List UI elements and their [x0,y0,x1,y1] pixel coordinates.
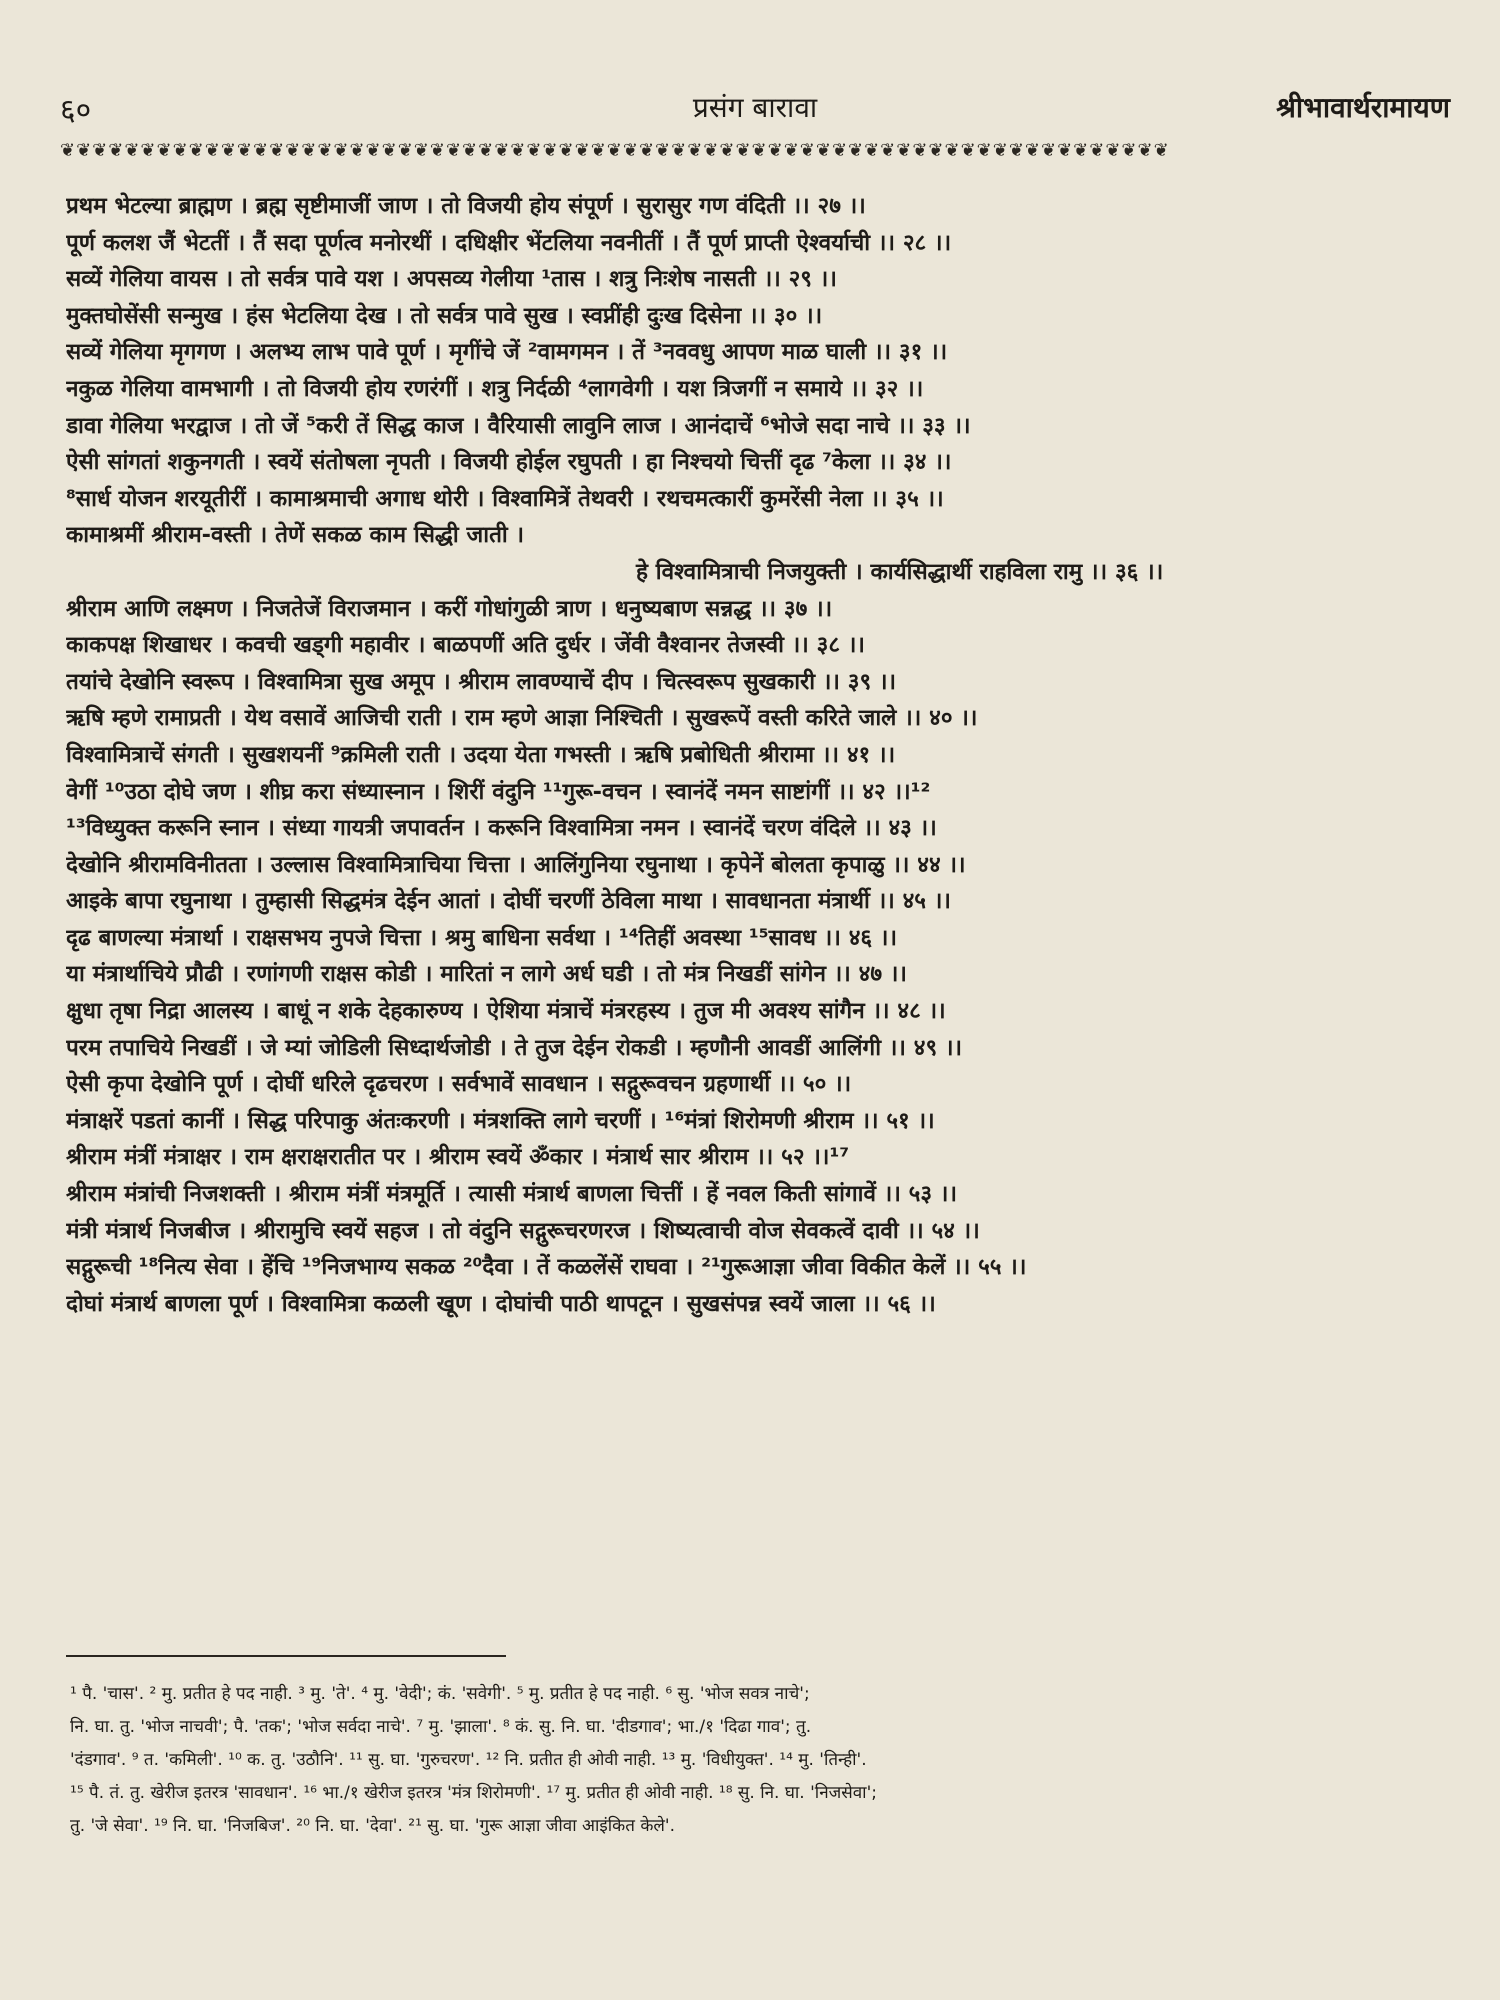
verse-line: मंत्राक्षरें पडतां कानीं । सिद्ध परिपाकु अंतःकरणी । मंत्रशक्ति लागे चरणीं । ¹⁶मंत्रां शिरोमणी श्रीराम ।। ५१ ।। [66,1107,935,1134]
verse-line: डावा गेलिया भरद्वाज । तो जें ⁵करी तें सिद्ध काज । वैरियासी लावुनि लाज । आनंदाचें ⁶भोजे सदा नाचे ।। ३३ ।। [66,412,971,439]
verse-line: क्षुधा तृषा निद्रा आलस्य । बाधूं न शके देहकारुण्य । ऐशिया मंत्राचें मंत्ररहस्य । तुज मी अवश्य सांगैन ।। ४८ ।। [66,998,946,1025]
verse-line: मंत्री मंत्रार्थ निजबीज । श्रीरामुचि स्वयें सहज । तो वंदुनि सद्गुरूचरणरज । शिष्यत्वाची वोज सेवकत्वें दावी ।। ५४ ।। [66,1217,980,1244]
verse-line: आइके बापा रघुनाथा । तुम्हासी सिद्धमंत्र देईन आतां । दोघीं चरणीं ठेविला माथा । सावधानता मंत्रार्थी ।। ४५ ।। [66,888,951,915]
verse-line: श्रीराम आणि लक्ष्मण । निजतेजें विराजमान । करीं गोधांगुळी त्राण । धनुष्यबाण सन्नद्ध ।। ३७ ।। [66,595,833,622]
verse-line: परम तपाचिये निखडीं । जे म्यां जोडिली सिध्दार्थजोडी । ते तुज देईन रोकडी । म्हणौनी आवडीं आलिंगी ।। ४९ ।। [66,1034,963,1061]
footnote-divider [66,1655,506,1657]
verse-line: सव्यें गेलिया वायस । तो सर्वत्र पावे यश । अपसव्य गेलीया ¹तास । शत्रु निःशेष नासती ।। २९ ।। [66,266,837,293]
verse-line: विश्वामित्राचें संगती । सुखशयनीं ⁹क्रमिली राती । उदया येता गभस्ती । ऋषि प्रबोधिती श्रीरामा ।। ४१ ।। [66,741,896,768]
verse-line: काकपक्ष शिखाधर । कवची खड्गी महावीर । बाळपणीं अति दुर्धर । जेंवी वैश्वानर तेजस्वी ।। ३८ ।। [66,632,865,659]
verse-line: दृढ बाणल्या मंत्रार्था । राक्षसभय नुपजे चित्ता । श्रमु बाधिना सर्वथा । ¹⁴तिहीं अवस्था ¹⁵सावध ।। ४६ ।। [66,924,897,951]
verse-line: देखोनि श्रीरामविनीतता । उल्लास विश्वामित्राचिया चित्ता । आलिंगुनिया रघुनाथा । कृपेनें बोलता कृपाळु ।। ४४ ।। [66,851,966,878]
footnote-line: ¹⁵ पै. तं. तु. खेरीज इतरत्र 'सावधान'. ¹⁶ भा./१ खेरीज इतरत्र 'मंत्र शिरोमणी'. ¹⁷ मु. प्रतीत ही ओवी नाही. ¹⁸ सु. नि. घा. 'निजसेवा'; [70,1783,877,1803]
verse-line: या मंत्रार्थाचिये प्रौढी । रणांगणी राक्षस कोडी । मारितां न लागे अर्ध घडी । तो मंत्र निखडीं सांगेन ।। ४७ ।। [66,961,907,988]
verse-line: ⁸सार्ध योजन शरयूतीरीं । कामाश्रमाची अगाध थोरी । विश्वामित्रें तेथवरी । रथचमत्कारीं कुमरेंसी नेला ।। ३५ ।। [66,485,944,512]
verse-line: ऐसी सांगतां शकुनगती । स्वयें संतोषला नृपती । विजयी होईल रघुपती । हा निश्चयो चित्तीं दृढ ⁷केला ।। ३४ ।। [66,449,952,476]
verse-line: ऋषि म्हणे रामाप्रती । येथ वसावें आजिची राती । राम म्हणे आज्ञा निश्चिती । सुखरूपें वस्ती करिते जाले ।। ४० ।। [66,705,978,732]
verse-line: नकुळ गेलिया वामभागी । तो विजयी होय रणरंगीं । शत्रु निर्दळी ⁴लागवेगी । यश त्रिजगीं न समाये ।। ३२ ।। [66,375,924,402]
ornamental-border: ❦❦❦❦❦❦❦❦❦❦❦❦❦❦❦❦❦❦❦❦❦❦❦❦❦❦❦❦❦❦❦❦❦❦❦❦❦❦❦❦❦❦❦❦❦❦❦❦❦❦❦❦❦❦❦❦❦❦❦❦❦❦❦❦❦❦❦❦❦ [60,140,1170,161]
page-header [60,82,1450,132]
verse-block [66,188,1450,1322]
running-title: प्रसंग बारावा [692,91,818,124]
verse-line: ¹³विध्युक्त करूनि स्नान । संध्या गायत्री जपावर्तन । करूनि विश्वामित्रा नमन । स्वानंदें चरण वंदिले ।। ४३ ।। [66,815,937,842]
verse-line: मुक्तघोसेंसी सन्मुख । हंस भेटलिया देख । तो सर्वत्र पावे सुख । स्वप्नींही दुःख दिसेना ।। ३० ।। [66,302,823,329]
footnote-line: 'दंडगाव'. ⁹ त. 'कमिली'. ¹⁰ क. तु. 'उठौनि'. ¹¹ सु. घा. 'गुरुचरण'. ¹² नि. प्रतीत ही ओवी नाही. ¹³ मु. 'विधीयुक्त'. ¹⁴ मु. 'तिन्ही'. [70,1750,867,1770]
footnotes [70,1678,1450,1843]
book-title: श्रीभावार्थरामायण [1276,91,1450,124]
verse-line: दोघां मंत्रार्थ बाणला पूर्ण । विश्वामित्रा कळली खूण । दोघांची पाठी थापटून । सुखसंपन्न स्वयें जाला ।। ५६ ।। [66,1290,936,1317]
verse-line: श्रीराम मंत्रीं मंत्राक्षर । राम क्षराक्षरातीत पर । श्रीराम स्वयें ॐकार । मंत्रार्थ सार श्रीराम ।। ५२ ।।¹⁷ [66,1144,850,1171]
footnote-line: ¹ पै. 'चास'. ² मु. प्रतीत हे पद नाही. ³ मु. 'ते'. ⁴ मु. 'वेदी'; कं. 'सवेगी'. ⁵ मु. प्रतीत हे पद नाही. ⁶ सु. 'भोज सवत्र नाचे'; [70,1684,810,1704]
verse-line: पूर्ण कलश जैं भेटतीं । तैं सदा पूर्णत्व मनोरथीं । दधिक्षीर भेंटलिया नवनीतीं । तैं पूर्ण प्राप्ती ऐश्वर्याची ।। २८ ।। [66,229,952,256]
verse-line: श्रीराम मंत्रांची निजशक्ती । श्रीराम मंत्रीं मंत्रमूर्ति । त्यासी मंत्रार्थ बाणला चित्तीं । हें नवल किती सांगावें ।। ५३ ।। [66,1181,957,1208]
verse-line: सद्गुरूची ¹⁸नित्य सेवा । हेंचि ¹⁹निजभाग्य सकळ ²⁰दैवा । तें कळलेंसें राघवा । ²¹गुरूआज्ञा जीवा विकीत केलें ।। ५५ ।। [66,1254,1027,1281]
verse-line: तयांचे देखोनि स्वरूप । विश्वामित्रा सुख अमूप । श्रीराम लावण्याचें दीप । चित्स्वरूप सुखकारी ।। ३९ ।। [66,668,897,695]
verse-line: प्रथम भेटल्या ब्राह्मण । ब्रह्म सृष्टीमाजीं जाण । तो विजयी होय संपूर्ण । सुरासुर गण वंदिती ।। २७ ।। [66,193,866,219]
verse-line: कामाश्रमीं श्रीराम-वस्ती । तेणें सकळ काम सिद्धी जाती । [66,522,525,549]
verse-line: वेगीं ¹⁰उठा दोघे जण । शीघ्र करा संध्यास्नान । शिरीं वंदुनि ¹¹गुरू-वचन । स्वानंदें नमन साष्टांगीं ।। ४२ ।।¹² [66,778,931,805]
page-number: ६० [60,93,92,128]
verse-line: ऐसी कृपा देखोनि पूर्ण । दोघीं धरिले दृढचरण । सर्वभावें सावधान । सद्गुरूवचन ग्रहणार्थी ।। ५० ।। [66,1071,852,1098]
footnote-line: नि. घा. तु. 'भोज नाचवी'; पै. 'तक'; 'भोज सर्वदा नाचे'. ⁷ मु. 'झाला'. ⁸ कं. सु. नि. घा. 'दीडगाव'; भा./१ 'दिढा गाव'; तु. [70,1717,812,1737]
footnote-line: तु. 'जे सेवा'. ¹⁹ नि. घा. 'निजबिज'. ²⁰ नि. घा. 'देवा'. ²¹ सु. घा. 'गुरू आज्ञा जीवा आइंकित केले'. [70,1816,675,1836]
verse-line-continuation: हे विश्वामित्राची निजयुक्ती । कार्यसिद्धार्थी राहविला रामु ।। ३६ ।। [636,558,1164,585]
verse-line: सव्यें गेलिया मृगगण । अलभ्य लाभ पावे पूर्ण । मृगींचे जें ²वामगमन । तें ³नववधु आपण माळ घाली ।। ३१ ।। [66,339,948,366]
